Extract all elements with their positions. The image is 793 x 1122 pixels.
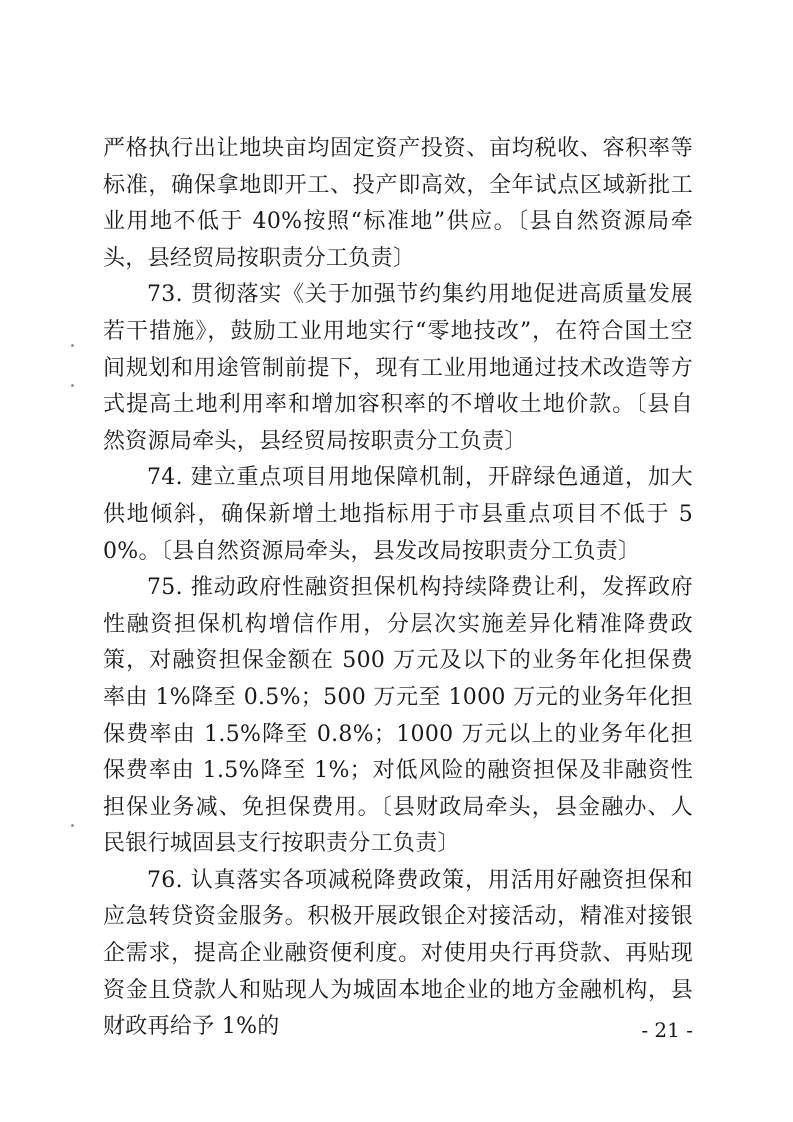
paragraph-continuation: 严格执行出让地块亩均固定资产投资、亩均税收、容积率等标准，确保拿地即开工、投产即高效，全年试点区域新批工业用地不低于 40%按照“标准地”供应。〔县自然资源局牵头，县经贸局按职责分工负责〕 xyxy=(103,136,693,271)
scan-speck xyxy=(71,344,74,347)
paragraph-item-76: 76. 认真落实各项减税降费政策，用活用好融资担保和应急转贷资金服务。积极开展政银企对接活动，精准对接银企需求，提高企业融资便利度。对使用央行再贷款、再贴现资金且贷款人和贴现人为城固本地企业的地方金融机构，县财政再给予 1%的 xyxy=(103,867,693,1040)
paragraph-item-73: 73. 贯彻落实《关于加强节约集约用地促进高质量发展若干措施》，鼓励工业用地实行“零地技改”，在符合国土空间规划和用途管制前提下，现有工业用地通过技术改造等方式提高土地利用率和增加容积率的不增收土地价款。〔县自然资源局牵头，县经贸局按职责分工负责〕 xyxy=(103,282,693,454)
paragraph-item-74: 74. 建立重点项目用地保障机制，开辟绿色通道，加大供地倾斜，确保新增土地指标用于市县重点项目不低于 50%。〔县自然资源局牵头，县发改局按职责分工负责〕 xyxy=(103,465,693,564)
body-text xyxy=(103,131,693,1046)
page-number: - 21 - xyxy=(641,1018,693,1042)
scan-speck xyxy=(71,384,74,387)
paragraph-item-75: 75. 推动政府性融资担保机构持续降费让利，发挥政府性融资担保机构增信作用，分层次实施差异化精准降费政策，对融资担保金额在 500 万元及以下的业务年化担保费率由 1%降至 0.5%；500 万元至 1000 万元的业务年化担保费率由 1.5%降至 0.8%；1000 万元以上的业务年化担保费率由 1.5%降至 1%；对低风险的融资担保及非融资性担保业务减、免担保费用。〔县财政局牵头，县金融办、人民银行城固县支行按职责分工负责〕 xyxy=(103,575,693,857)
scan-speck xyxy=(71,824,74,827)
